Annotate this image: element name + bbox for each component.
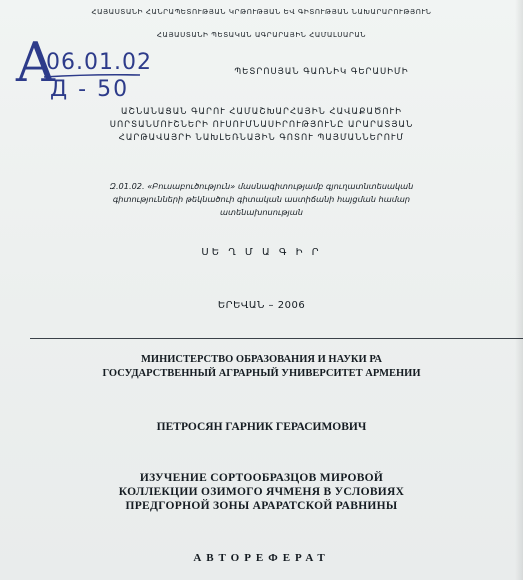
armenian-university-header: ՀԱՅԱՍՏԱՆԻ ՊԵՏԱԿԱՆ ԱԳՐԱՐԱՅԻՆ ՀԱՄԱԼՍԱՐԱՆ	[156, 31, 367, 39]
armenian-title-line-1: ԱՇՆԱՆԱՑԱՆ ԳԱՐՈՒ ՀԱՄԱՇԽԱՐՀԱՅԻՆ ՀԱՎԱՔԱԾՈՒԻ	[121, 107, 402, 117]
section-divider	[30, 338, 523, 339]
armenian-city-year: ԵՐԵՎԱՆ – 2006	[217, 300, 306, 311]
russian-ministry-line-2: ГОСУДАРСТВЕННЫЙ АГРАРНЫЙ УНИВЕРСИТЕТ АРМЕНИИ	[102, 368, 421, 379]
russian-title-line-2: КОЛЛЕКЦИИ ОЗИМОГО ЯЧМЕНЯ В УСЛОВИЯХ	[118, 486, 405, 498]
russian-doc-type: АВТОРЕФЕРАТ	[193, 552, 330, 564]
armenian-doc-type: ՍԵ Ղ Մ Ա Գ Ի Ր	[201, 247, 322, 258]
armenian-ministry-header: ՀԱՅԱՍՏԱՆԻ ՀԱՆՐԱՊԵՏՈՒԹՅԱՆ ԿՐԹՈՒԹՅԱՆ ԵՎ ԳԻՏՈՒԹՅԱՆ ՆԱԽԱՐԱՐՈՒԹՅՈՒՆ	[91, 8, 432, 16]
stamp-number: Д - 50	[50, 77, 130, 102]
russian-title-line-1: ИЗУЧЕНИЕ СОРТООБРАЗЦОВ МИРОВОЙ	[139, 472, 384, 484]
armenian-spec-line-2: գիտությունների թեկնածուի գիտական աստիճանի հայցման համար	[112, 194, 411, 204]
armenian-spec-line-1: Զ.01.02. «Բուսաբուծություն» մասնագիտությամբ գյուղատնտեսական	[109, 181, 414, 191]
armenian-spec-line-3: ատենախոսության	[220, 207, 303, 217]
russian-author: ПЕТРОСЯН ГАРНИК ГЕРАСИМОВИЧ	[156, 421, 367, 433]
stamp-code: 06.01.02	[46, 50, 152, 75]
armenian-title-line-2: ՍՈՐՏԱՆՄՈՒՇՆԵՐԻ ՈՒՍՈՒՄՆԱՍԻՐՈՒԹՅՈՒՆԸ ԱՐԱՐԱՏՅԱՆ	[109, 120, 414, 130]
armenian-title-line-3: ՀԱՐԹԱՎԱՅՐԻ ՆԱԽԼԵՌՆԱՅԻՆ ԳՈՏՈՒ ՊԱՅՄԱՆՆԵՐՈՒՄ	[118, 133, 405, 143]
armenian-author: ՊԵՏՐՈՍՅԱՆ ԳԱՌՆԻԿ ԳԵՐԱՍԻՄԻ	[234, 67, 409, 77]
russian-ministry-line-1: МИНИСТЕРСТВО ОБРАЗОВАНИЯ И НАУКИ РА	[141, 354, 382, 365]
stamp-prefix: А	[15, 31, 56, 94]
page-edge-shadow	[515, 0, 523, 580]
russian-title-line-3: ПРЕДГОРНОЙ ЗОНЫ АРАРАТСКОЙ РАВНИНЫ	[125, 500, 398, 512]
